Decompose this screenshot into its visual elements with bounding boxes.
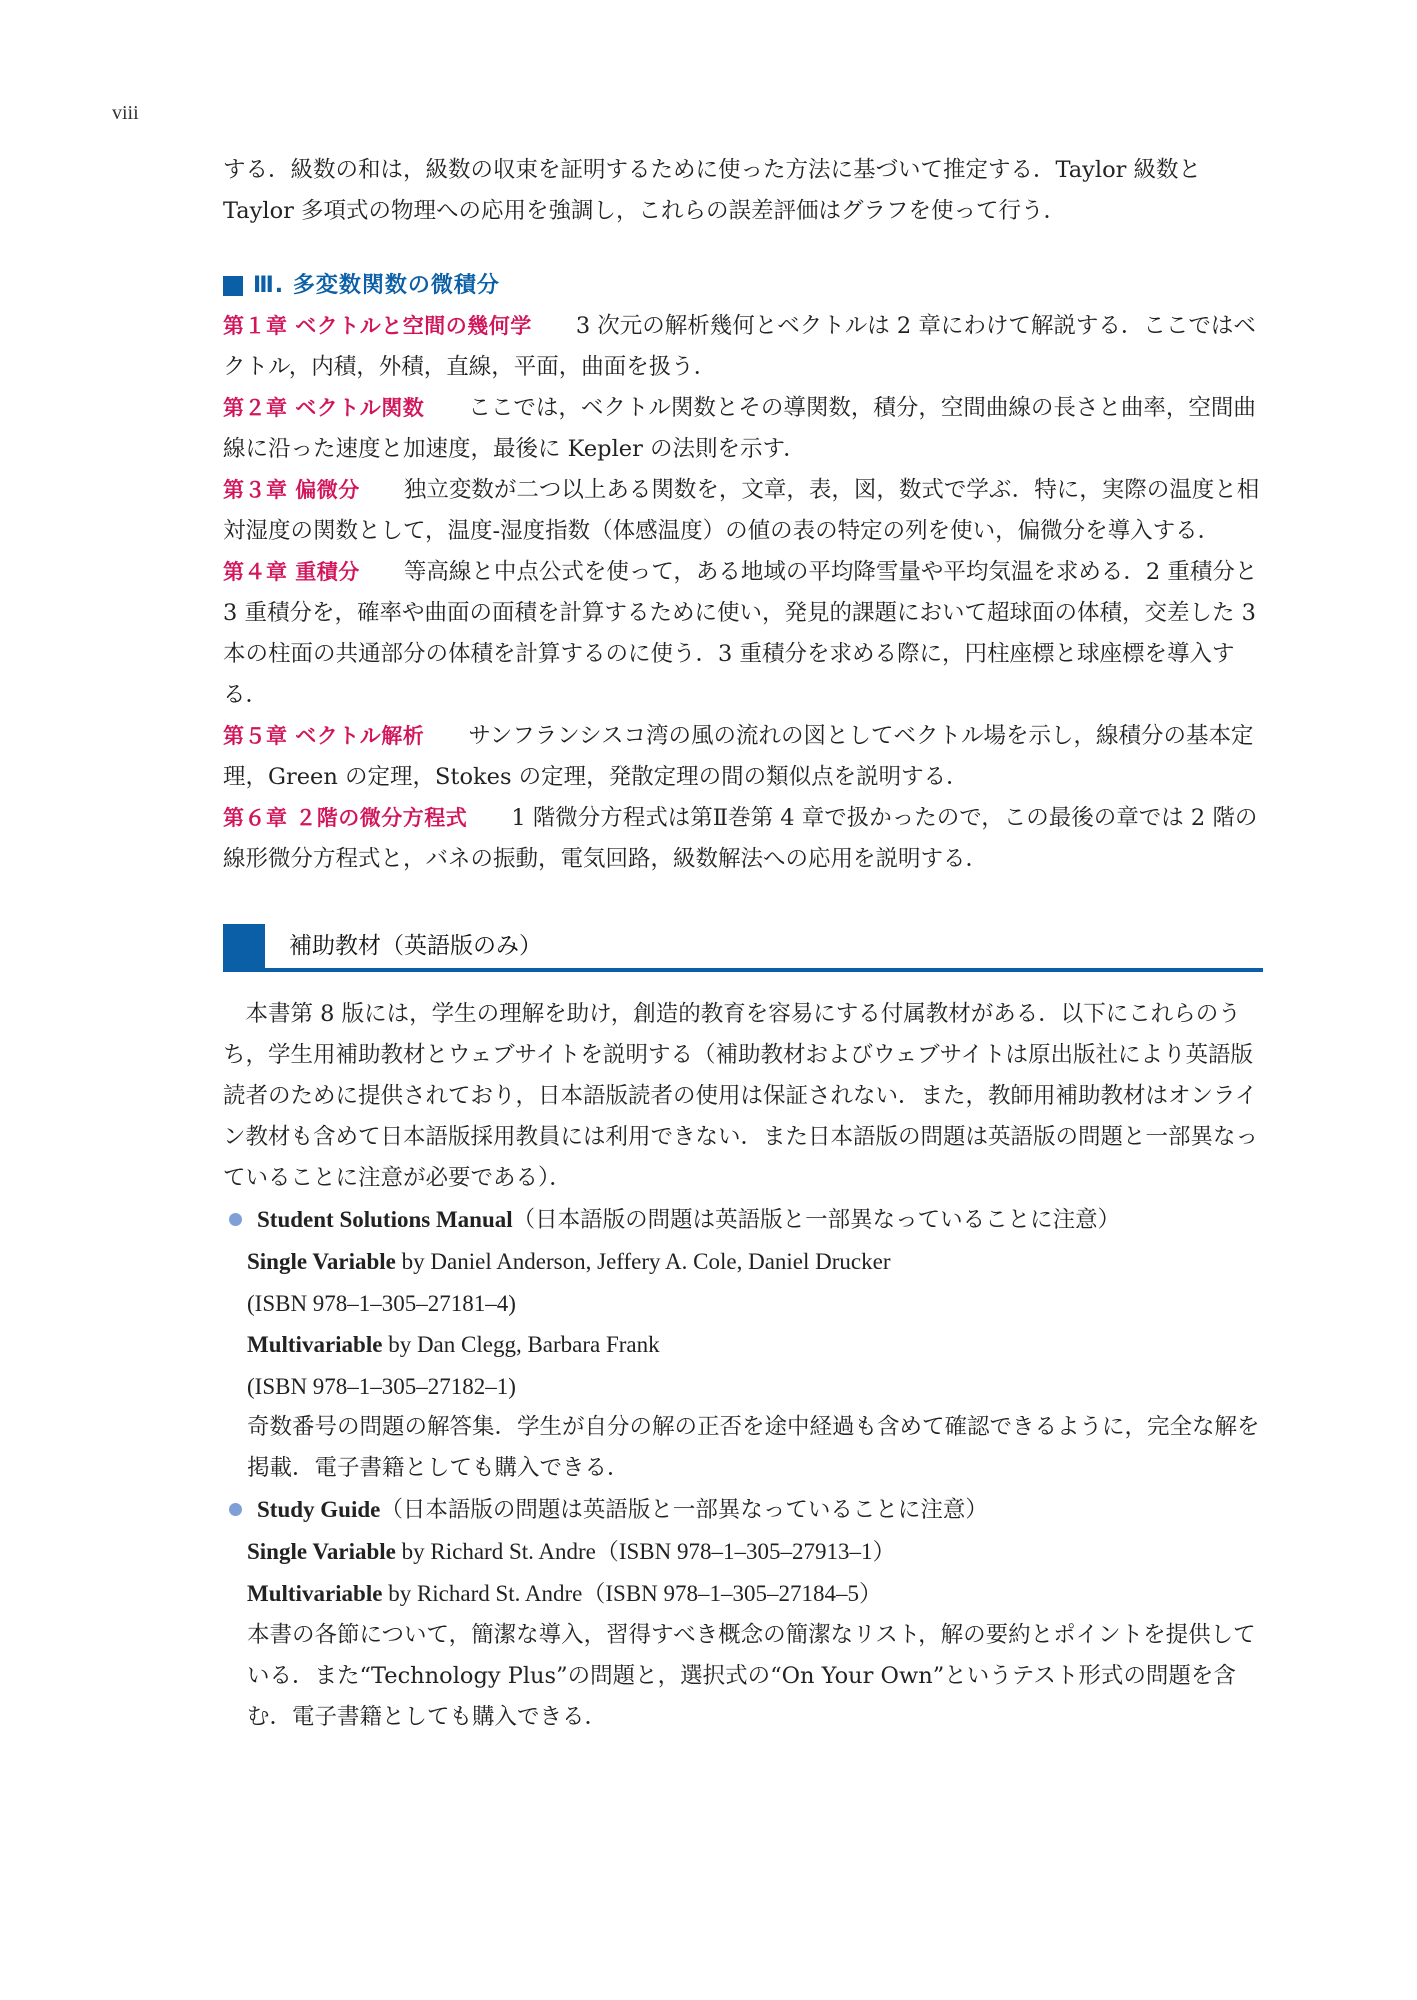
- item-note: （日本語版の問題は英語版と一部異なっていることに注意）: [380, 1497, 988, 1523]
- single-variable-line: [247, 1241, 1263, 1283]
- supplements-intro: 本書第 8 版には，学生の理解を助け，創造的教育を容易にする付属教材がある．以下にこれらのうち，学生用補助教材とウェブサイトを説明する（補助教材およびウェブサイトは原出版社により英語版読者のために提供されており，日本語版読者の使用は保証されない．また，教師用補助教材はオンライン教材も含めて日本語版採用教員には利用できない．また日本語版の問題は英語版の問題と一部異なっていることに注意が必要である）．: [223, 1001, 1259, 1191]
- item-heading: [223, 1489, 1263, 1531]
- page-number: viii: [112, 102, 139, 124]
- chapter-label: 第６章 ２階の微分方程式: [223, 806, 468, 830]
- multivariable-label: Multivariable: [247, 1581, 383, 1606]
- chapter-5: [223, 716, 1263, 798]
- chapter-2: [223, 388, 1263, 470]
- single-variable-line: [247, 1531, 1263, 1573]
- chapter-label: 第４章 重積分: [223, 560, 360, 584]
- supplements-header: [223, 924, 1263, 972]
- supplements-title: 補助教材（英語版のみ）: [289, 932, 542, 959]
- item-description: 奇数番号の問題の解答集．学生が自分の解の正否を途中経過も含めて確認できるように，完全な解を掲載．電子書籍としても購入できる．: [247, 1414, 1260, 1481]
- chapter-label: 第３章 偏微分: [223, 478, 360, 502]
- chapter-label: 第５章 ベクトル解析: [223, 724, 425, 748]
- chapter-3: [223, 470, 1263, 552]
- chapter-text: 独立変数が二つ以上ある関数を，文章，表，図，数式で学ぶ．特に，実際の温度と相対湿度の関数として，温度‐湿度指数（体感温度）の値の表の特定の列を使い，偏微分を導入する．: [223, 477, 1260, 544]
- item-body: [223, 1531, 1263, 1738]
- intro-paragraph: する．級数の和は，級数の収束を証明するために使った方法に基づいて推定する．Taylor 級数と Taylor 多項式の物理への応用を強調し，これらの誤差評価はグラフを使って行う．: [223, 157, 1202, 224]
- supplement-item-study-guide: [223, 1489, 1263, 1738]
- chapter-label: 第２章 ベクトル関数: [223, 396, 425, 420]
- single-variable-isbn: (ISBN 978‒1‒305‒27181‒4): [247, 1291, 516, 1316]
- multivariable-isbn: (ISBN 978‒1‒305‒27182‒1): [247, 1374, 516, 1399]
- multivariable-line: [247, 1324, 1263, 1366]
- item-title: Student Solutions Manual: [257, 1207, 513, 1232]
- single-variable-label: Single Variable: [247, 1249, 396, 1274]
- chapter-text: ここでは，ベクトル関数とその導関数，積分，空間曲線の長さと曲率，空間曲線に沿った速度と加速度，最後に Kepler の法則を示す．: [223, 395, 1256, 462]
- chapter-text: 等高線と中点公式を使って，ある地域の平均降雪量や平均気温を求める．2 重積分と 3 重積分を，確率や曲面の面積を計算するために使い，発見的課題において超球面の体積，交差した 3 本の柱面の共通部分の体積を計算するのに使う．3 重積分を求める際に，円柱座標と球座標を導入する．: [223, 559, 1258, 708]
- chapter-text: 3 次元の解析幾何とベクトルは 2 章にわけて解説する．ここではベクトル，内積，外積，直線，平面，曲面を扱う．: [223, 313, 1256, 380]
- section-heading-text: Ⅲ. 多変数関数の微積分: [253, 273, 500, 298]
- multivariable-label: Multivariable: [247, 1332, 383, 1357]
- square-icon: [223, 276, 243, 296]
- chapter-1: [223, 306, 1263, 388]
- page-content: [223, 150, 1263, 1738]
- multivariable-authors: by Richard St. Andre（ISBN 978‒1‒305‒27184‒5）: [382, 1581, 883, 1606]
- item-body: [223, 1241, 1263, 1489]
- bullet-icon: [229, 1213, 242, 1226]
- header-square-icon: [223, 924, 265, 968]
- item-note: （日本語版の問題は英語版と一部異なっていることに注意）: [512, 1207, 1121, 1233]
- item-title: Study Guide: [257, 1497, 381, 1522]
- chapter-6: [223, 798, 1263, 880]
- item-heading: [223, 1199, 1263, 1241]
- chapter-text: サンフランシスコ湾の風の流れの図としてベクトル場を示し，線積分の基本定理，Green の定理，Stokes の定理，発散定理の間の類似点を説明する．: [223, 723, 1254, 790]
- multivariable-line: [247, 1573, 1263, 1615]
- multivariable-authors: by Dan Clegg, Barbara Frank: [382, 1332, 660, 1357]
- bullet-icon: [229, 1503, 242, 1516]
- single-variable-authors: by Richard St. Andre（ISBN 978‒1‒305‒27913‒1）: [395, 1539, 896, 1564]
- single-variable-authors: by Daniel Anderson, Jeffery A. Cole, Daniel Drucker: [395, 1249, 891, 1274]
- single-variable-label: Single Variable: [247, 1539, 396, 1564]
- chapter-label: 第１章 ベクトルと空間の幾何学: [223, 314, 532, 338]
- item-description: 本書の各節について，簡潔な導入，習得すべき概念の簡潔なリスト，解の要約とポイントを提供している．また“Technology Plus”の問題と，選択式の“On Your Own”というテスト形式の問題を含む．電子書籍としても購入できる．: [247, 1622, 1256, 1730]
- chapter-text: 1 階微分方程式は第Ⅱ巻第 4 章で扱かったので，この最後の章では 2 階の線形微分方程式と，バネの振動，電気回路，級数解法への応用を説明する．: [223, 805, 1258, 872]
- chapter-4: [223, 552, 1263, 716]
- section-heading: [223, 266, 1263, 306]
- supplement-item-solutions-manual: [223, 1199, 1263, 1489]
